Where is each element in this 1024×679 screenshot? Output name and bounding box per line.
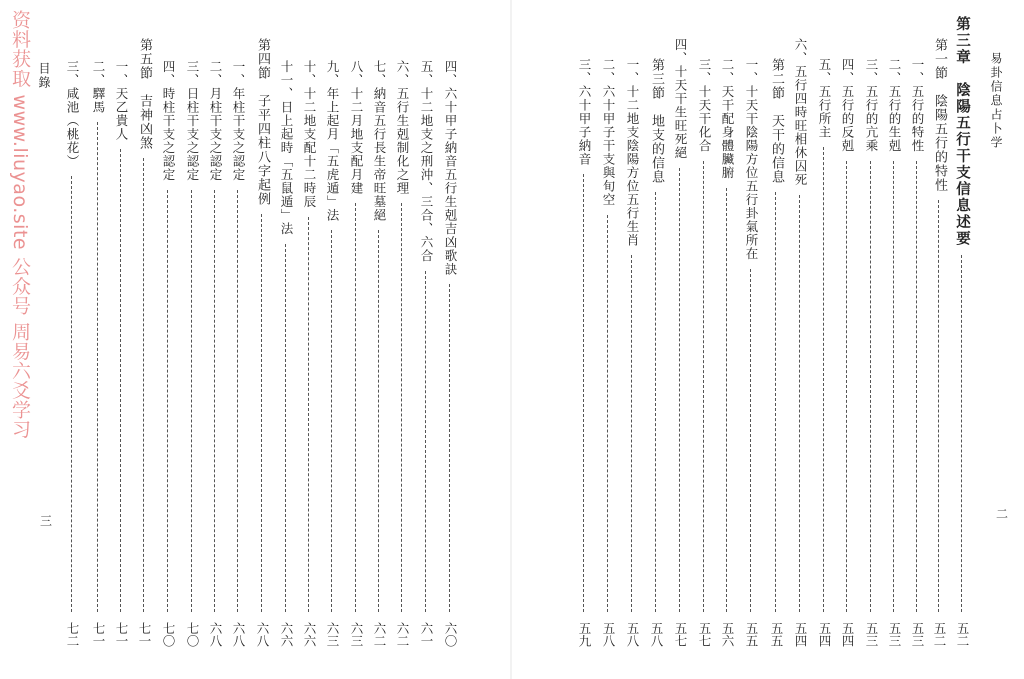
leader-dots bbox=[607, 215, 608, 612]
leader-dots bbox=[583, 174, 584, 612]
toc-entry bbox=[694, 0, 714, 679]
toc-entry-page: 七一 bbox=[91, 622, 106, 647]
toc-entry bbox=[369, 0, 389, 679]
leader-dots bbox=[449, 284, 450, 612]
toc-entry-title: 十、十二地支配十二時辰 bbox=[302, 60, 317, 209]
toc-entry bbox=[861, 0, 881, 679]
leader-dots bbox=[331, 230, 332, 612]
toc-entry-title: 第五節 吉神凶煞 bbox=[137, 38, 152, 150]
toc-entry bbox=[440, 0, 460, 679]
leader-dots bbox=[961, 255, 962, 612]
toc-entry-title: 八、十二月地支配月建 bbox=[349, 60, 364, 195]
toc-entry bbox=[907, 0, 927, 679]
toc-entry-title: 一、十二地支陰陽方位五行生肖 bbox=[625, 58, 640, 247]
toc-entry bbox=[884, 0, 904, 679]
leader-dots bbox=[143, 158, 144, 612]
toc-entry bbox=[814, 0, 834, 679]
leader-dots bbox=[631, 255, 632, 612]
leader-dots bbox=[726, 188, 727, 612]
toc-entry-page: 七〇 bbox=[185, 622, 200, 647]
toc-entry-title: 第四節 子平四柱八字起例 bbox=[255, 38, 270, 206]
toc-entry-title: 二、五行的生剋 bbox=[887, 58, 902, 153]
toc-entry-page: 六八 bbox=[231, 622, 246, 647]
toc-entry-page: 七一 bbox=[114, 622, 129, 647]
toc-entry-page: 六八 bbox=[255, 622, 270, 647]
toc-entry-title: 一、五行的特性 bbox=[910, 58, 925, 153]
toc-entry bbox=[88, 0, 108, 679]
toc-entry-title: 二、驛馬 bbox=[91, 60, 106, 114]
toc-entry-page: 六六 bbox=[279, 622, 294, 647]
toc-entry-title: 第三節 地支的信息 bbox=[649, 58, 664, 184]
toc-entry-page: 五五 bbox=[744, 622, 759, 647]
leader-dots bbox=[378, 230, 379, 612]
toc-entry-page: 五三 bbox=[864, 622, 879, 647]
toc-entry-page: 五四 bbox=[793, 622, 808, 647]
leader-dots bbox=[237, 190, 238, 612]
toc-entry-page: 五七 bbox=[697, 622, 712, 647]
right-page bbox=[512, 0, 1024, 679]
toc-entry-page: 六一 bbox=[419, 622, 434, 647]
toc-entry-page: 五八 bbox=[601, 622, 616, 647]
toc-entry bbox=[205, 0, 225, 679]
leader-dots bbox=[846, 161, 847, 612]
toc-entry-page: 五四 bbox=[817, 622, 832, 647]
toc-entry bbox=[322, 0, 342, 679]
leader-dots bbox=[799, 195, 800, 612]
toc-entry bbox=[346, 0, 366, 679]
toc-entry-page: 六〇 bbox=[443, 622, 458, 647]
toc-entry bbox=[766, 0, 786, 679]
toc-entry bbox=[392, 0, 412, 679]
toc-entry-page: 六六 bbox=[302, 622, 317, 647]
toc-entry-page: 五二 bbox=[955, 622, 970, 647]
toc-entry-title: 三、日柱干支之認定 bbox=[185, 60, 200, 182]
toc-entry-page: 六三 bbox=[325, 622, 340, 647]
toc-entry bbox=[299, 0, 319, 679]
toc-entry-title: 二、六十甲子干支與旬空 bbox=[601, 58, 616, 207]
toc-entry-page: 五八 bbox=[649, 622, 664, 647]
toc-entry-page: 七〇 bbox=[161, 622, 176, 647]
toc-entry bbox=[741, 0, 761, 679]
toc-entry-title: 三、六十甲子納音 bbox=[577, 58, 592, 166]
toc-entry-title: 一、天乙貴人 bbox=[114, 60, 129, 141]
toc-entry-page: 五三 bbox=[887, 622, 902, 647]
toc-entry bbox=[952, 0, 972, 679]
toc-entry-title: 七、納音五行長生帝旺墓絕 bbox=[372, 60, 387, 222]
toc-entry-title: 六、五行四時旺相休囚死 bbox=[793, 38, 808, 187]
leader-dots bbox=[191, 190, 192, 612]
toc-entry-title: 五、五行所主 bbox=[817, 58, 832, 139]
toc-entry bbox=[670, 0, 690, 679]
leader-dots bbox=[823, 147, 824, 612]
toc-entry-title: 四、時柱干支之認定 bbox=[161, 60, 176, 182]
toc-entry-page: 五九 bbox=[577, 622, 592, 647]
toc-entry-title: 四、十天干生旺死絕 bbox=[673, 38, 688, 160]
toc-entry bbox=[598, 0, 618, 679]
toc-entry-title: 六、五行生剋制化之理 bbox=[395, 60, 410, 195]
toc-entry bbox=[837, 0, 857, 679]
toc-entry bbox=[646, 0, 666, 679]
toc-entry-title: 四、六十甲子納音五行生剋吉凶歌訣 bbox=[443, 60, 458, 276]
leader-dots bbox=[167, 190, 168, 612]
toc-entry-title: 一、十天干陰陽方位五行卦氣所在 bbox=[744, 58, 759, 261]
toc-entry bbox=[622, 0, 642, 679]
toc-entry bbox=[574, 0, 594, 679]
leader-dots bbox=[893, 161, 894, 612]
leader-dots bbox=[261, 214, 262, 612]
toc-entry-title: 第一節 陰陽五行的特性 bbox=[932, 38, 947, 192]
toc-entry-page: 七二 bbox=[65, 622, 80, 647]
folio-number: 二 bbox=[996, 507, 1009, 521]
toc-entry bbox=[252, 0, 272, 679]
leader-dots bbox=[425, 271, 426, 612]
leader-dots bbox=[97, 122, 98, 612]
leader-dots bbox=[679, 168, 680, 612]
toc-entry bbox=[111, 0, 131, 679]
running-title: 目錄 bbox=[37, 62, 51, 90]
leader-dots bbox=[916, 161, 917, 612]
toc-entry bbox=[416, 0, 436, 679]
toc-entry-page: 六三 bbox=[349, 622, 364, 647]
toc-entry bbox=[182, 0, 202, 679]
toc-entry-page: 五三 bbox=[910, 622, 925, 647]
toc-entry-page: 五七 bbox=[673, 622, 688, 647]
toc-entry-page: 五二 bbox=[932, 622, 947, 647]
leader-dots bbox=[655, 192, 656, 612]
leader-dots bbox=[703, 161, 704, 612]
leader-dots bbox=[355, 203, 356, 612]
toc-entry-page: 七一 bbox=[137, 622, 152, 647]
running-title: 易卦信息占卜学 bbox=[989, 52, 1003, 150]
toc-entry-page: 六八 bbox=[208, 622, 223, 647]
folio-number: 三 bbox=[40, 514, 53, 528]
leader-dots bbox=[775, 192, 776, 612]
toc-entry-title: 十一、日上起時「五鼠遁」法 bbox=[279, 60, 294, 236]
leader-dots bbox=[938, 200, 939, 612]
toc-entry-title: 四、五行的反剋 bbox=[840, 58, 855, 153]
toc-entry-title: 五、十二地支之刑沖、三合、六合 bbox=[419, 60, 434, 263]
toc-entry-page: 五五 bbox=[769, 622, 784, 647]
leader-dots bbox=[308, 217, 309, 612]
toc-entry bbox=[929, 0, 949, 679]
toc-entry-page: 六二 bbox=[372, 622, 387, 647]
leader-dots bbox=[71, 176, 72, 612]
watermark-text: 资料获取 www.liuyao.site 公众号 周易六爻学习 bbox=[9, 10, 31, 439]
toc-entry-page: 五六 bbox=[720, 622, 735, 647]
leader-dots bbox=[285, 244, 286, 612]
leader-dots bbox=[870, 161, 871, 612]
toc-entry-page: 五四 bbox=[840, 622, 855, 647]
toc-entry-title: 二、月柱干支之認定 bbox=[208, 60, 223, 182]
toc-entry bbox=[276, 0, 296, 679]
toc-entry-page: 六二 bbox=[395, 622, 410, 647]
toc-entry-title: 三、咸池（桃花） bbox=[65, 60, 80, 168]
toc-entry-title: 一、年柱干支之認定 bbox=[231, 60, 246, 182]
toc-entry bbox=[62, 0, 82, 679]
toc-entry-title: 三、五行的亢乘 bbox=[864, 58, 879, 153]
toc-entry bbox=[228, 0, 248, 679]
toc-entry-title: 第三章 陰陽五行干支信息述要 bbox=[954, 16, 971, 247]
toc-entry-title: 三、十天干化合 bbox=[697, 58, 712, 153]
leader-dots bbox=[750, 269, 751, 612]
leader-dots bbox=[401, 203, 402, 612]
leader-dots bbox=[214, 190, 215, 612]
toc-entry bbox=[134, 0, 154, 679]
toc-entry bbox=[717, 0, 737, 679]
toc-entry-title: 九、年上起月「五虎遁」法 bbox=[325, 60, 340, 222]
toc-entry-page: 五八 bbox=[625, 622, 640, 647]
toc-entry-title: 第二節 天干的信息 bbox=[769, 58, 784, 184]
toc-entry-title: 二、天干配身體臟腑 bbox=[720, 58, 735, 180]
toc-entry bbox=[790, 0, 810, 679]
leader-dots bbox=[120, 149, 121, 612]
toc-entry bbox=[158, 0, 178, 679]
